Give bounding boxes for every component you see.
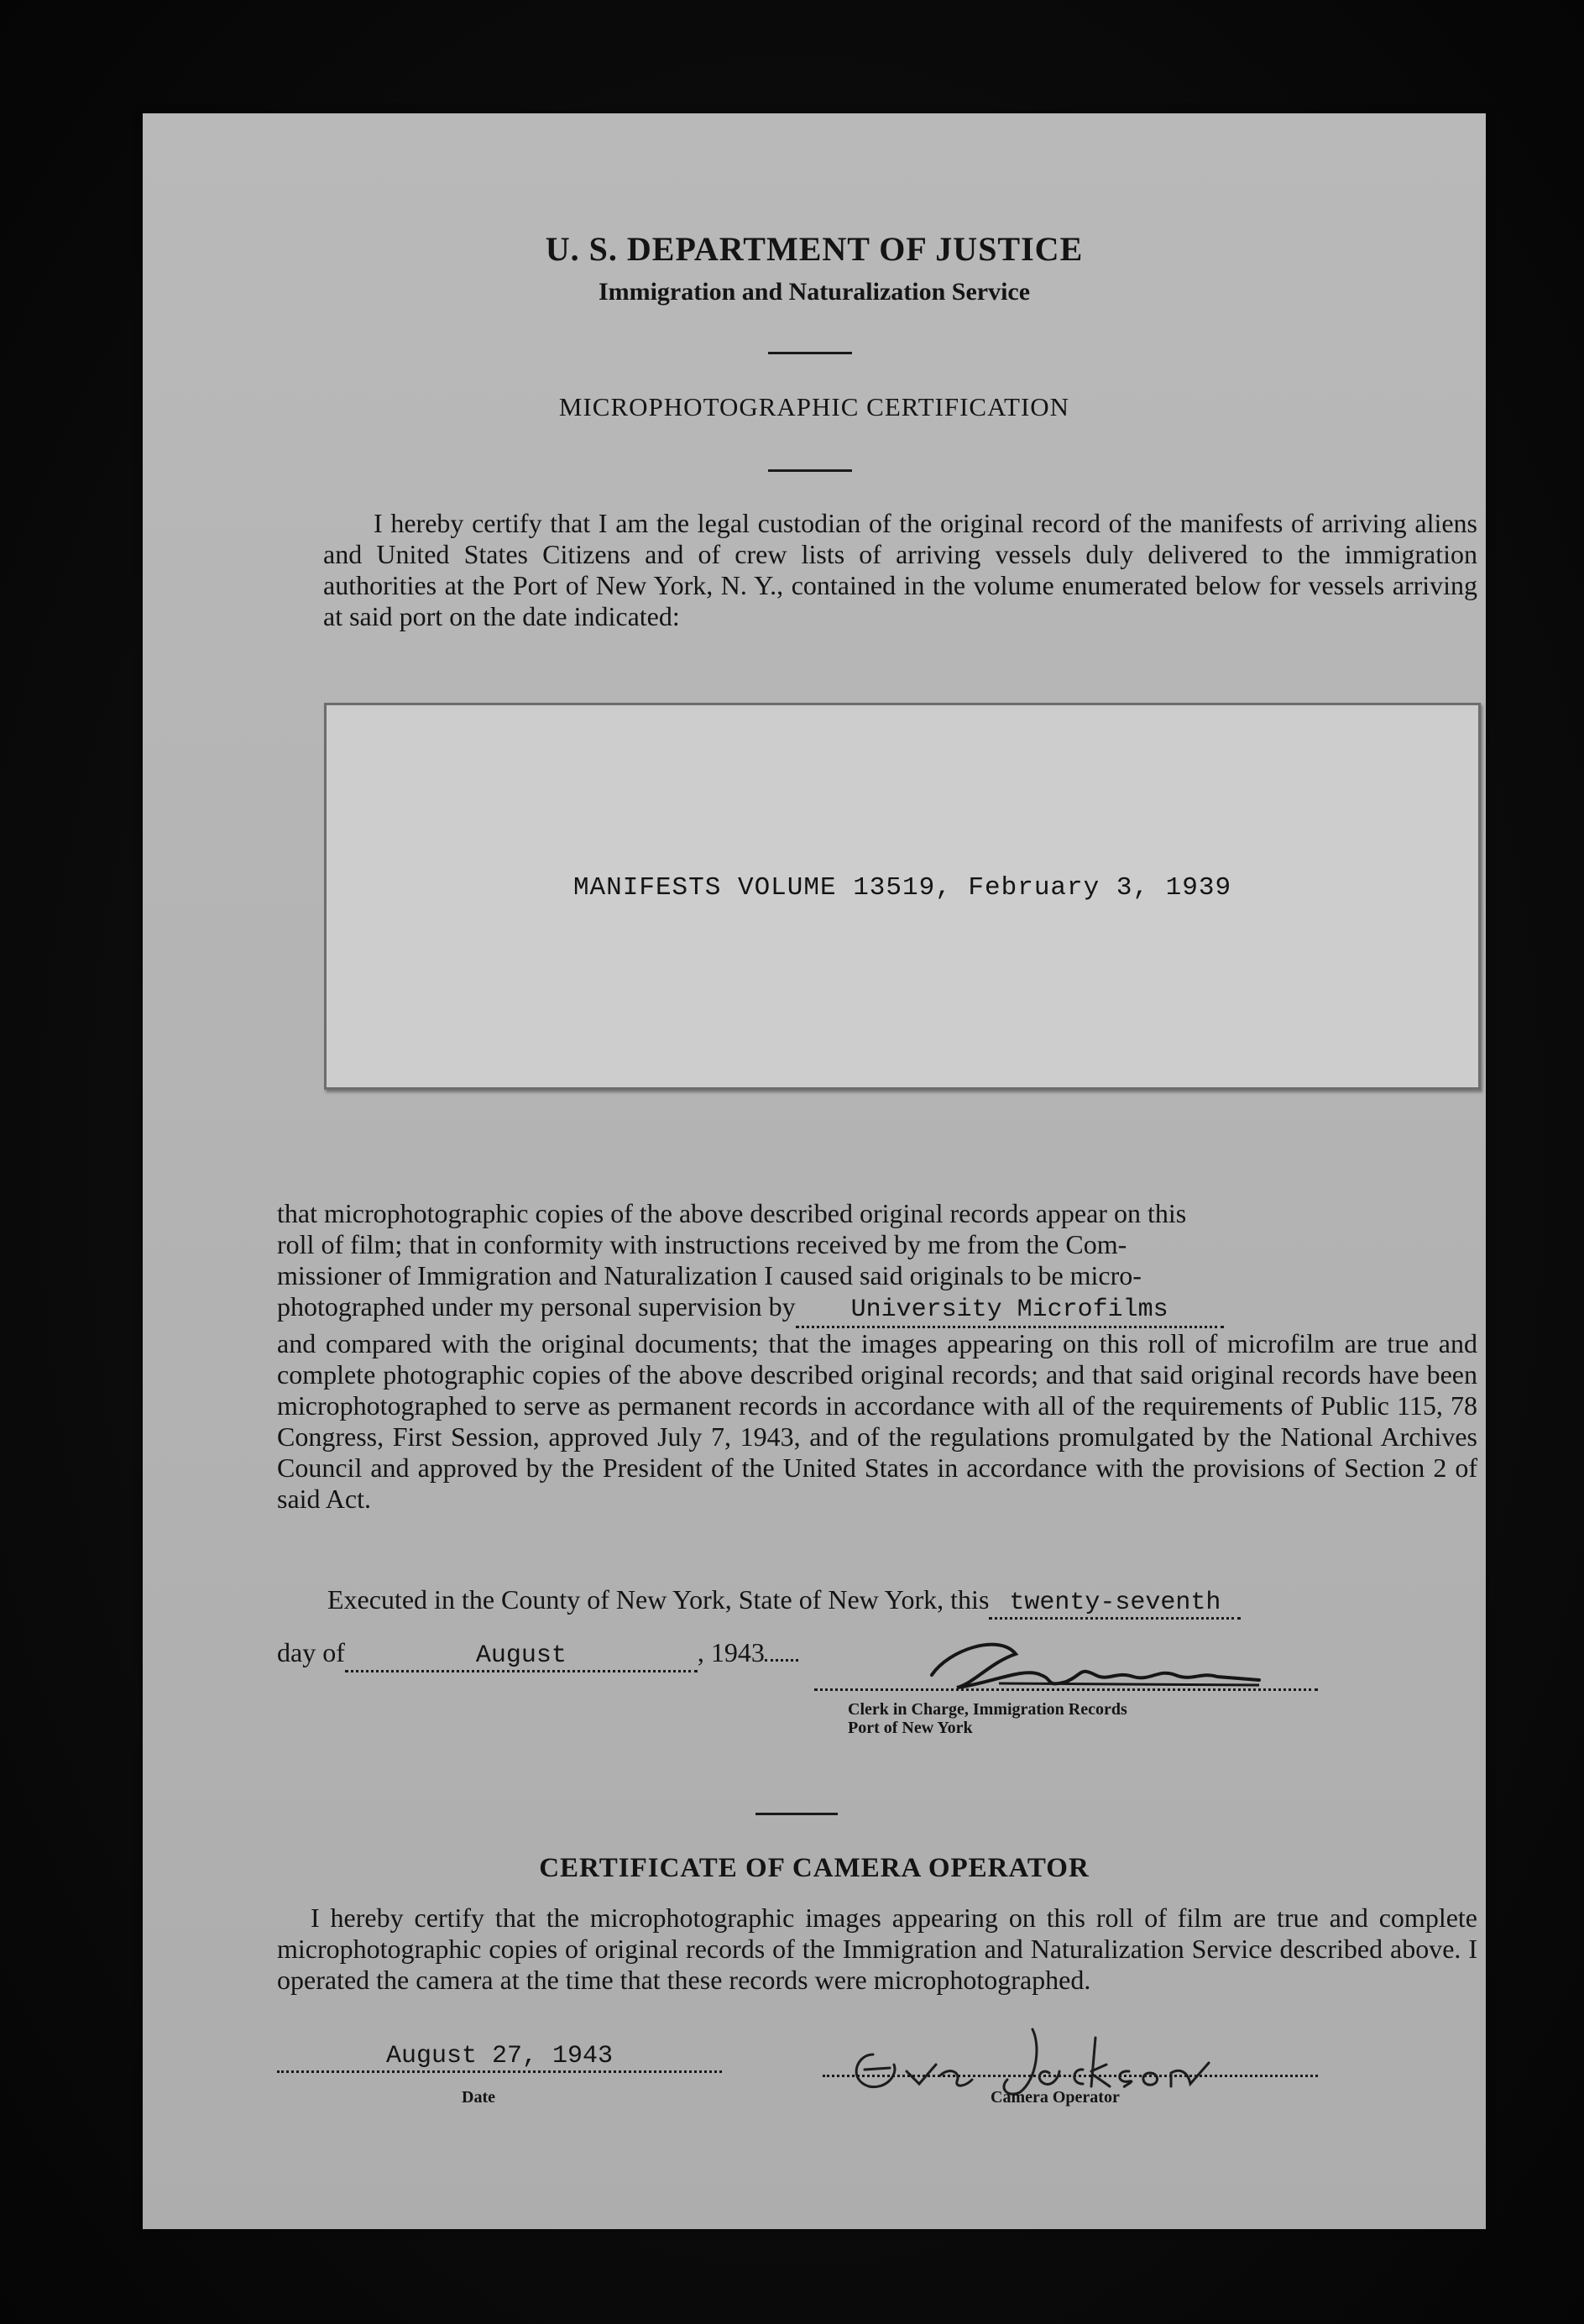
intro-paragraph: I hereby certify that I am the legal custodian of the original record of the manifests of arriving aliens and United States Citizens and of crew lists of arriving vessels duly delivered to the immigration authorities at the Port of New York, N. Y., contained in the volume enumerated below for vessels arriving at said port on the date indicated: — [323, 508, 1477, 631]
operator-signature-stroke — [856, 2054, 972, 2087]
department-heading: U. S. DEPARTMENT OF JUSTICE — [545, 230, 1084, 268]
photographed-by-prefix: photographed under my personal supervision by — [277, 1291, 796, 1322]
date-label: Date — [462, 2088, 495, 2107]
body-line: missioner of Immigration and Naturalization I caused said originals to be micro- — [277, 1260, 1142, 1290]
executed-line — [327, 1584, 1241, 1620]
body-line: that microphotographic copies of the above described original records appear on this — [277, 1198, 1187, 1228]
photographer-field: University Microfilms — [796, 1295, 1224, 1328]
camera-operator-label: Camera Operator — [991, 2088, 1120, 2107]
body-remainder: and compared with the original documents; that the images appearing on this roll of microfilm are true and complete photographic copies of the above described original records; and that said original records have been microphotographed to serve as permanent records in accordance with all of the requirements of Public 115, 78 Congress, First Session, approved July 7, 1943, and of the regulations promulgated by the National Archives Council and approved by the President of the United States in accordance with the provisions of Section 2 of said Act. — [277, 1328, 1477, 1514]
clerk-signature-stroke — [999, 1683, 1259, 1685]
execution-day-field: twenty-seventh — [989, 1589, 1241, 1620]
certification-title: MICROPHOTOGRAPHIC CERTIFICATION — [558, 392, 1070, 421]
camera-operator-title: CERTIFICATE OF CAMERA OPERATOR — [539, 1853, 1090, 1883]
manifest-volume-label: MANIFESTS VOLUME 13519, February 3, 1939 — [572, 873, 1232, 903]
executed-prefix: Executed in the County of New York, State of New York, this — [327, 1584, 990, 1615]
operator-signature-stroke — [1004, 2029, 1209, 2094]
clerk-signature — [898, 1616, 1293, 1709]
clerk-signature-line — [814, 1688, 1318, 1691]
body-line — [277, 1291, 1477, 1328]
certificate-document — [143, 113, 1486, 2229]
clerk-signature-stroke — [932, 1645, 1259, 1688]
year-dots — [765, 1659, 798, 1662]
operator-date-field: August 27, 1943 — [277, 2042, 722, 2073]
divider-rule — [768, 469, 852, 472]
divider-rule — [755, 1813, 838, 1815]
operator-signature-line — [823, 2075, 1318, 2077]
service-subheading: Immigration and Naturalization Service — [598, 278, 1031, 306]
certification-body — [277, 1198, 1477, 1515]
divider-rule — [768, 352, 852, 354]
clerk-title-line2: Port of New York — [848, 1719, 973, 1737]
manifest-volume-slip — [324, 703, 1481, 1090]
execution-month-field: August — [345, 1641, 698, 1672]
camera-operator-statement: I hereby certify that the microphotographic images appearing on this roll of film are true and complete microphotographic copies of original records of the Immigration and Naturalization Service described above. I operated the camera at the time that these records were microphotographed. — [277, 1903, 1477, 1995]
clerk-title-line1: Clerk in Charge, Immigration Records — [848, 1700, 1127, 1719]
day-of-line — [277, 1637, 798, 1672]
day-of-label: day of — [277, 1637, 345, 1667]
body-line: roll of film; that in conformity with instructions received by me from the Com- — [277, 1229, 1127, 1259]
execution-year: , 1943 — [697, 1637, 765, 1667]
